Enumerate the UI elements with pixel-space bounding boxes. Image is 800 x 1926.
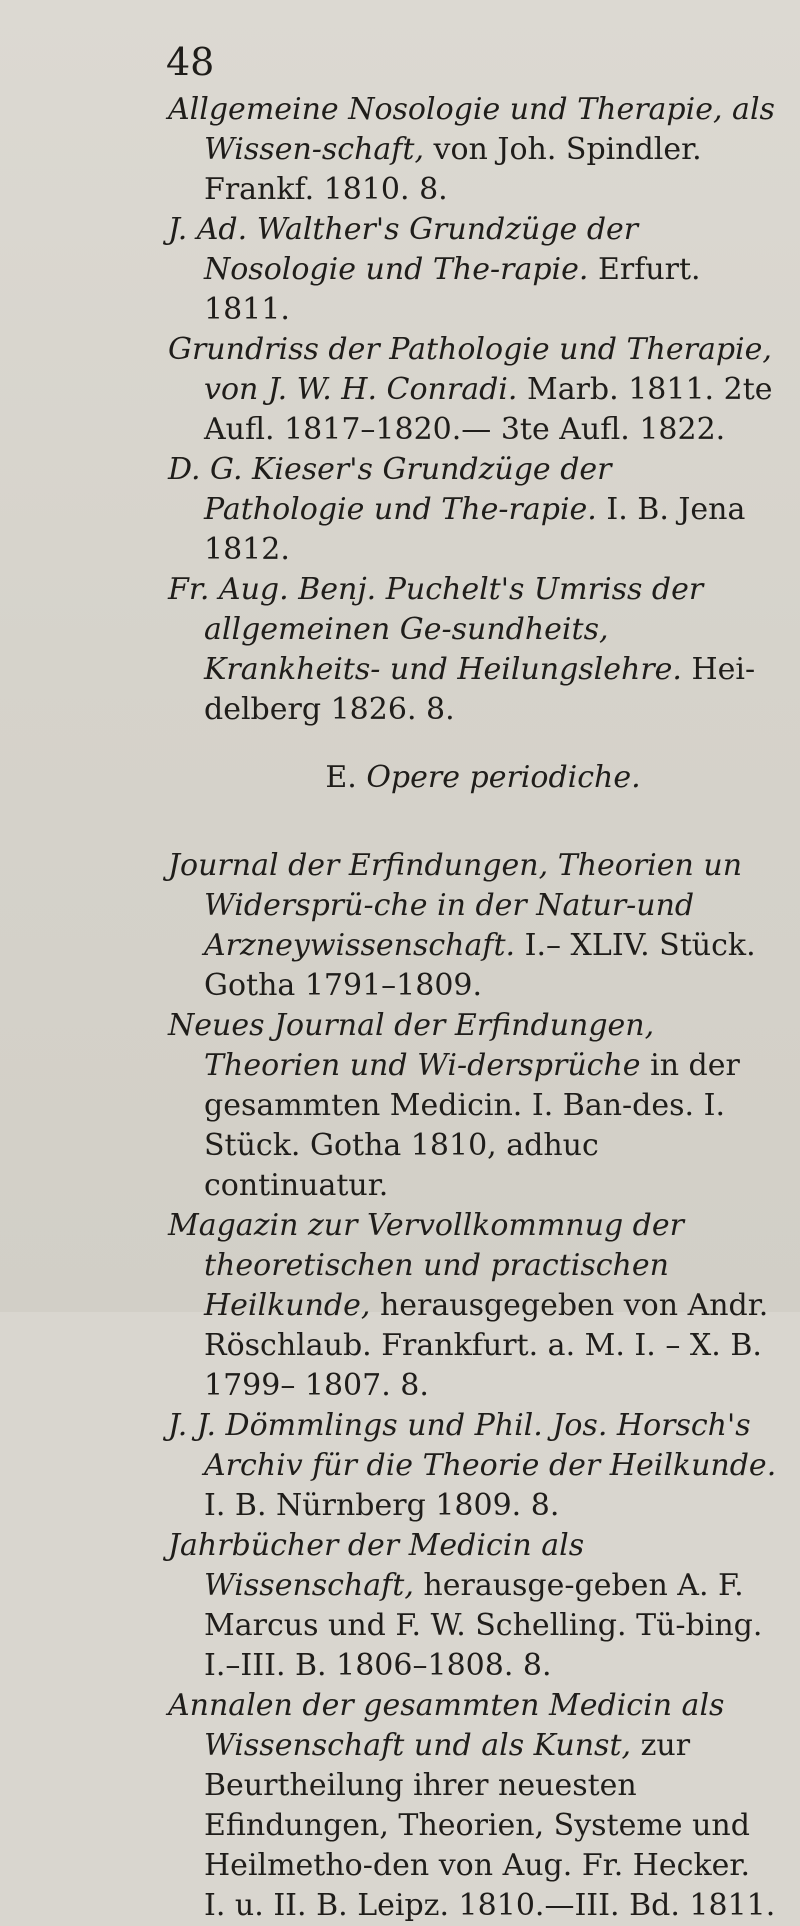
entry-title: Journal der Erfindungen, Theorien un Widersprü-che in der Natur-und Arzneywissenschaft. (168, 848, 743, 963)
entry-details: Marb. 1811. 2te Aufl. 1817–1820.— 3te Aufl. 1822. (204, 372, 773, 447)
bibliography-entry (168, 1406, 778, 1526)
entry-details: zur Beurtheilung ihrer neuesten Efindungen, Theorien, Systeme und Heilmetho-den von Aug. Fr. Hecker. I. u. II. B. Leipz. 1810.—III. Bd. 1811. (204, 1728, 776, 1923)
entry-title: Allgemeine Nosologie und Therapie, als Wissen-schaft, (168, 92, 775, 167)
bibliography-section-2 (168, 846, 778, 1926)
section-heading (168, 758, 778, 798)
entry-title: Fr. Aug. Benj. Puchelt's Umriss der allgemeinen Ge-sundheits, Krankheits- und Heilungslehre. (168, 572, 704, 687)
bibliography-entry (168, 1206, 778, 1406)
bibliography-entry (168, 570, 778, 730)
entry-details: I. B. Jena 1812. (204, 492, 746, 567)
entry-details: herausge-geben A. F. Marcus und F. W. Schelling. Tü-bing. I.–III. B. 1806–1808. 8. (204, 1568, 763, 1683)
entry-details: Hei-delberg 1826. 8. (204, 652, 756, 727)
entry-details: I.– XLIV. Stück. Gotha 1791–1809. (204, 928, 756, 1003)
bibliography-entry (168, 1006, 778, 1206)
entry-title: J. Ad. Walther's Grundzüge der Nosologie und The-rapie. (168, 212, 639, 287)
entry-title: D. G. Kieser's Grundzüge der Pathologie und The-rapie. (168, 452, 612, 527)
bibliography-entry (168, 1686, 778, 1926)
bibliography-entry (168, 450, 778, 570)
bibliography-section-1 (168, 90, 778, 730)
entry-details: von Joh. Spindler. Frankf. 1810. 8. (204, 132, 702, 207)
section-heading-title: Opere periodiche. (366, 760, 641, 795)
entry-details: Erfurt. 1811. (204, 252, 701, 327)
entry-title: Jahrbücher der Medicin als Wissenschaft, (168, 1528, 585, 1603)
entry-title: Annalen der gesammten Medicin als Wissenschaft und als Kunst, (168, 1688, 725, 1763)
entry-details: herausgegeben von Andr. Röschlaub. Frankfurt. a. M. I. – X. B. 1799– 1807. 8. (204, 1288, 769, 1403)
entry-title: Magazin zur Vervollkommnug der theoretischen und practischen Heilkunde, (168, 1208, 684, 1323)
entry-details: in der gesammten Medicin. I. Ban-des. I. Stück. Gotha 1810, adhuc continuatur. (204, 1048, 740, 1203)
bibliography-entry (168, 846, 778, 1006)
entry-title: J. J. Dömmlings und Phil. Jos. Horsch's Archiv für die Theorie der Heilkunde. (168, 1408, 777, 1483)
page-number: 48 (166, 40, 215, 84)
page-content (168, 90, 778, 1926)
section-heading-prefix: E. (325, 760, 367, 795)
bibliography-entry (168, 330, 778, 450)
entry-title: Grundriss der Pathologie und Therapie, von J. W. H. Conradi. (168, 332, 772, 407)
bibliography-entry (168, 210, 778, 330)
bibliography-entry (168, 90, 778, 210)
entry-details: I. B. Nürnberg 1809. 8. (204, 1488, 560, 1523)
bibliography-entry (168, 1526, 778, 1686)
entry-title: Neues Journal der Erfindungen, Theorien und Wi-dersprüche (168, 1008, 655, 1083)
